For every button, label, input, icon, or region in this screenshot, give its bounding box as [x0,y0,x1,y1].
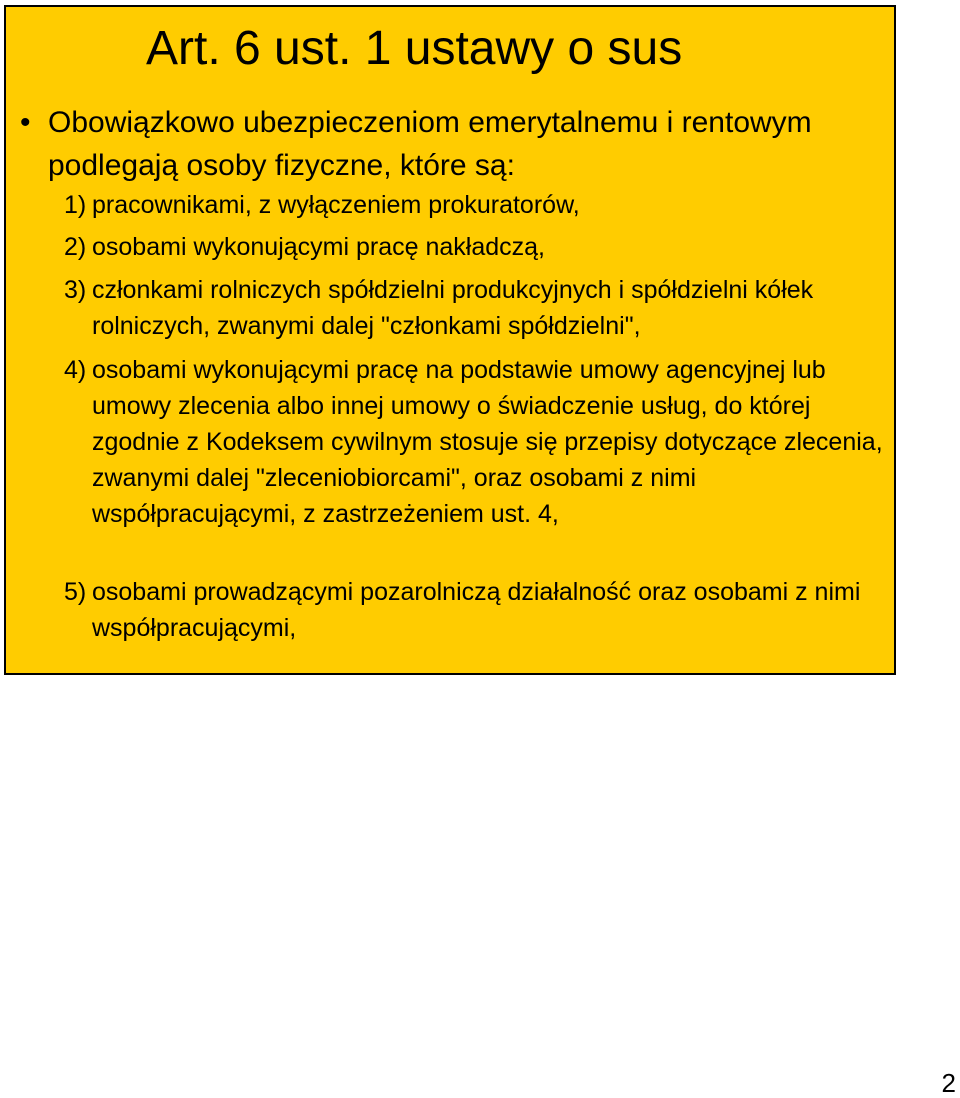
list-item-number: 3) [64,276,87,304]
list-item-text: osobami prowadzącymi pozarolniczą działalność oraz osobami z nimi współpracującymi, [92,578,861,642]
list-item-number: 4) [64,356,87,384]
list-item-number: 1) [64,191,87,219]
bullet-point [20,101,880,187]
slide-title: Art. 6 ust. 1 ustawy o sus [146,22,683,75]
list-item-5 [64,574,904,646]
list-item-4 [64,352,904,532]
page-number: 2 [941,1068,956,1098]
list-item-1 [64,187,904,223]
list-item-2 [64,229,904,265]
list-item-text: osobami wykonującymi pracę nakładczą, [92,233,545,261]
list-item-number: 5) [64,578,87,606]
list-item-text: osobami wykonującymi pracę na podstawie umowy agencyjnej lub umowy zlecenia albo innej umowy o świadczenie usług, do której zgodnie z Kodeksem cywilnym stosuje się przepisy dotyczące zlecenia, zwanymi dalej "zleceniobiorcami", oraz osobami z nimi współpracującymi, z zastrzeżeniem ust. 4, [92,356,883,528]
bullet-dot-icon: • [20,106,31,139]
list-item-3 [64,272,904,344]
list-item-text: członkami rolniczych spółdzielni produkcyjnych i spółdzielni kółek rolniczych, zwanymi dalej "członkami spółdzielni", [92,276,814,340]
slide-panel [4,5,896,675]
list-item-number: 2) [64,233,87,261]
list-item-text: pracownikami, z wyłączeniem prokuratorów, [92,191,580,219]
bullet-text: Obowiązkowo ubezpieczeniom emerytalnemu i rentowym podlegają osoby fizyczne, które są: [48,106,812,182]
